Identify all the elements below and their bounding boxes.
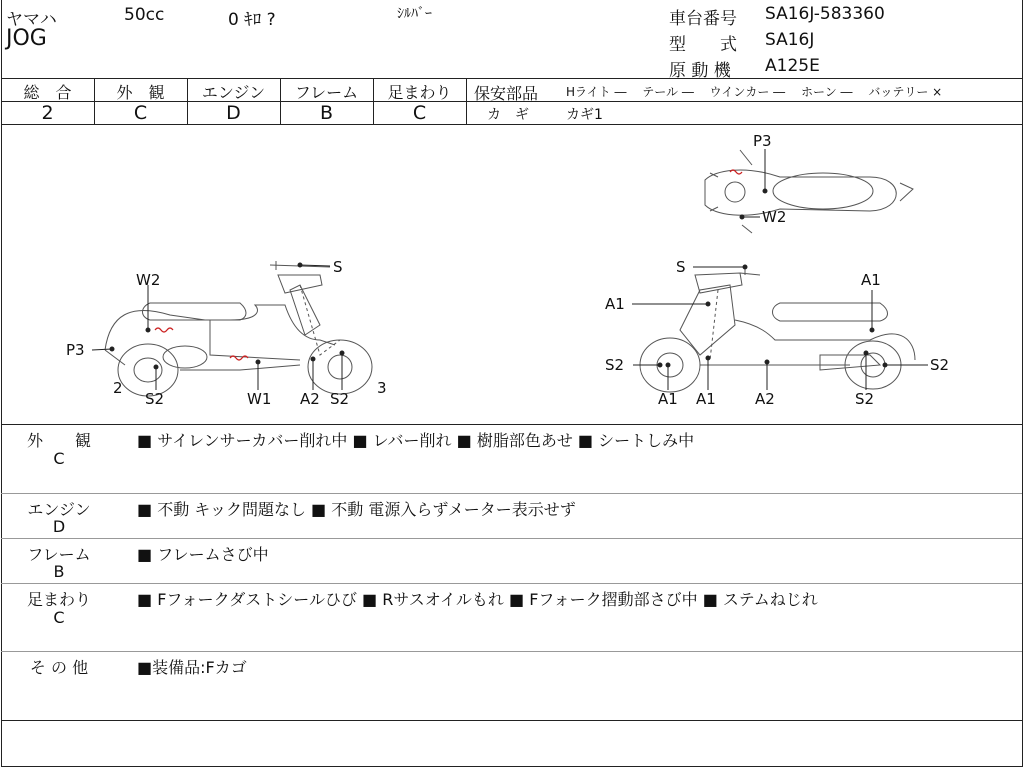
type-label: 型 式 (669, 35, 737, 55)
grade-frame-label: フレーム (294, 83, 359, 102)
note-text-other: ■装備品:Fカゴ (137, 658, 247, 677)
label-s2-right-a: S2 (605, 356, 625, 374)
key-value: カギ1 (566, 107, 603, 123)
note-category-exterior: 外 観 (26, 431, 91, 450)
label-s2-left-a: S2 (145, 390, 165, 408)
notes-bottom-border (1, 720, 1022, 721)
model-name: JOG (6, 26, 47, 51)
displacement: 50cc (124, 5, 165, 25)
frame-no: SA16J-583360 (765, 4, 885, 24)
label-a2-left: A2 (300, 390, 320, 408)
grade-table-top-border (1, 78, 1022, 79)
engine-label: 原 動 機 (669, 61, 731, 81)
safety-label: 保安部品 (474, 84, 539, 103)
label-w2-top: W2 (762, 208, 787, 226)
grade-divider (466, 78, 467, 124)
damage-diagram (0, 125, 1024, 425)
damage-marks (155, 170, 742, 360)
note-category-other: そ の 他 (29, 658, 89, 677)
maker: ヤマハ (6, 10, 57, 30)
grade-suspension-value: C (412, 102, 427, 124)
label-w2-left: W2 (136, 271, 161, 289)
grade-exterior-value: C (133, 102, 148, 124)
label-s-left: S (333, 258, 343, 276)
grade-frame-value: B (319, 102, 334, 124)
note-text-suspension: ■ Fフォークダストシールひび ■ Rサスオイルもれ ■ Fフォーク摺動部さび中 ■ ステムねじれ (137, 590, 818, 609)
grade-overall-value: 2 (41, 102, 54, 124)
label-a1-right-b: A1 (605, 295, 625, 313)
type-value: SA16J (765, 30, 815, 50)
engine-value: A125E (765, 56, 820, 76)
label-3-left: 3 (377, 379, 387, 397)
key-label: カ ギ (487, 107, 529, 123)
mileage: 0 ｷﾛ ? (228, 10, 276, 30)
label-2-left: 2 (113, 379, 123, 397)
label-s-right: S (676, 258, 686, 276)
note-category-engine: エンジン (27, 500, 91, 519)
note-text-engine: ■ 不動 キック問題なし ■ 不動 電源入らずメーター表示せず (137, 500, 576, 519)
note-text-exterior: ■ サイレンサーカバー削れ中 ■ レバー削れ ■ 樹脂部色あせ ■ シートしみ中 (137, 431, 695, 450)
label-p3-left: P3 (66, 341, 85, 359)
note-grade-suspension: C (53, 608, 65, 627)
label-a1-right-a: A1 (861, 271, 881, 289)
safety-mid-border (467, 101, 1022, 102)
notes-divider (1, 493, 1022, 494)
label-p3-top: P3 (753, 132, 772, 150)
label-a1-right-d: A1 (696, 390, 716, 408)
note-category-frame: フレーム (27, 545, 91, 564)
color: ｼﾙﾊﾞｰ (397, 6, 432, 22)
note-category-suspension: 足まわり (26, 590, 91, 609)
label-s2-right-c: S2 (855, 390, 875, 408)
label-s2-left-b: S2 (330, 390, 350, 408)
note-text-frame: ■ フレームさび中 (137, 545, 269, 564)
scooter-top-view (705, 150, 913, 233)
note-grade-exterior: C (53, 449, 65, 468)
label-a1-right-c: A1 (658, 390, 678, 408)
leader-lines (92, 149, 928, 390)
frame-no-label: 車台番号 (669, 9, 737, 29)
note-grade-frame: B (53, 562, 65, 581)
notes-divider (1, 583, 1022, 584)
safety-items: Hライト ― テール ― ウインカー ― ホーン ― バッテリー × (566, 85, 943, 99)
grade-suspension-label: 足まわり (387, 83, 452, 102)
notes-divider (1, 651, 1022, 652)
grade-overall-label: 総 合 (23, 83, 72, 102)
notes-top-border (1, 424, 1022, 425)
grade-engine-value: D (226, 102, 241, 124)
label-w1-left: W1 (247, 390, 272, 408)
grade-engine-label: エンジン (201, 83, 266, 102)
label-s2-right-b: S2 (930, 356, 950, 374)
grade-exterior-label: 外 観 (116, 83, 165, 102)
label-a2-right: A2 (755, 390, 775, 408)
notes-divider (1, 538, 1022, 539)
note-grade-engine: D (52, 517, 66, 536)
